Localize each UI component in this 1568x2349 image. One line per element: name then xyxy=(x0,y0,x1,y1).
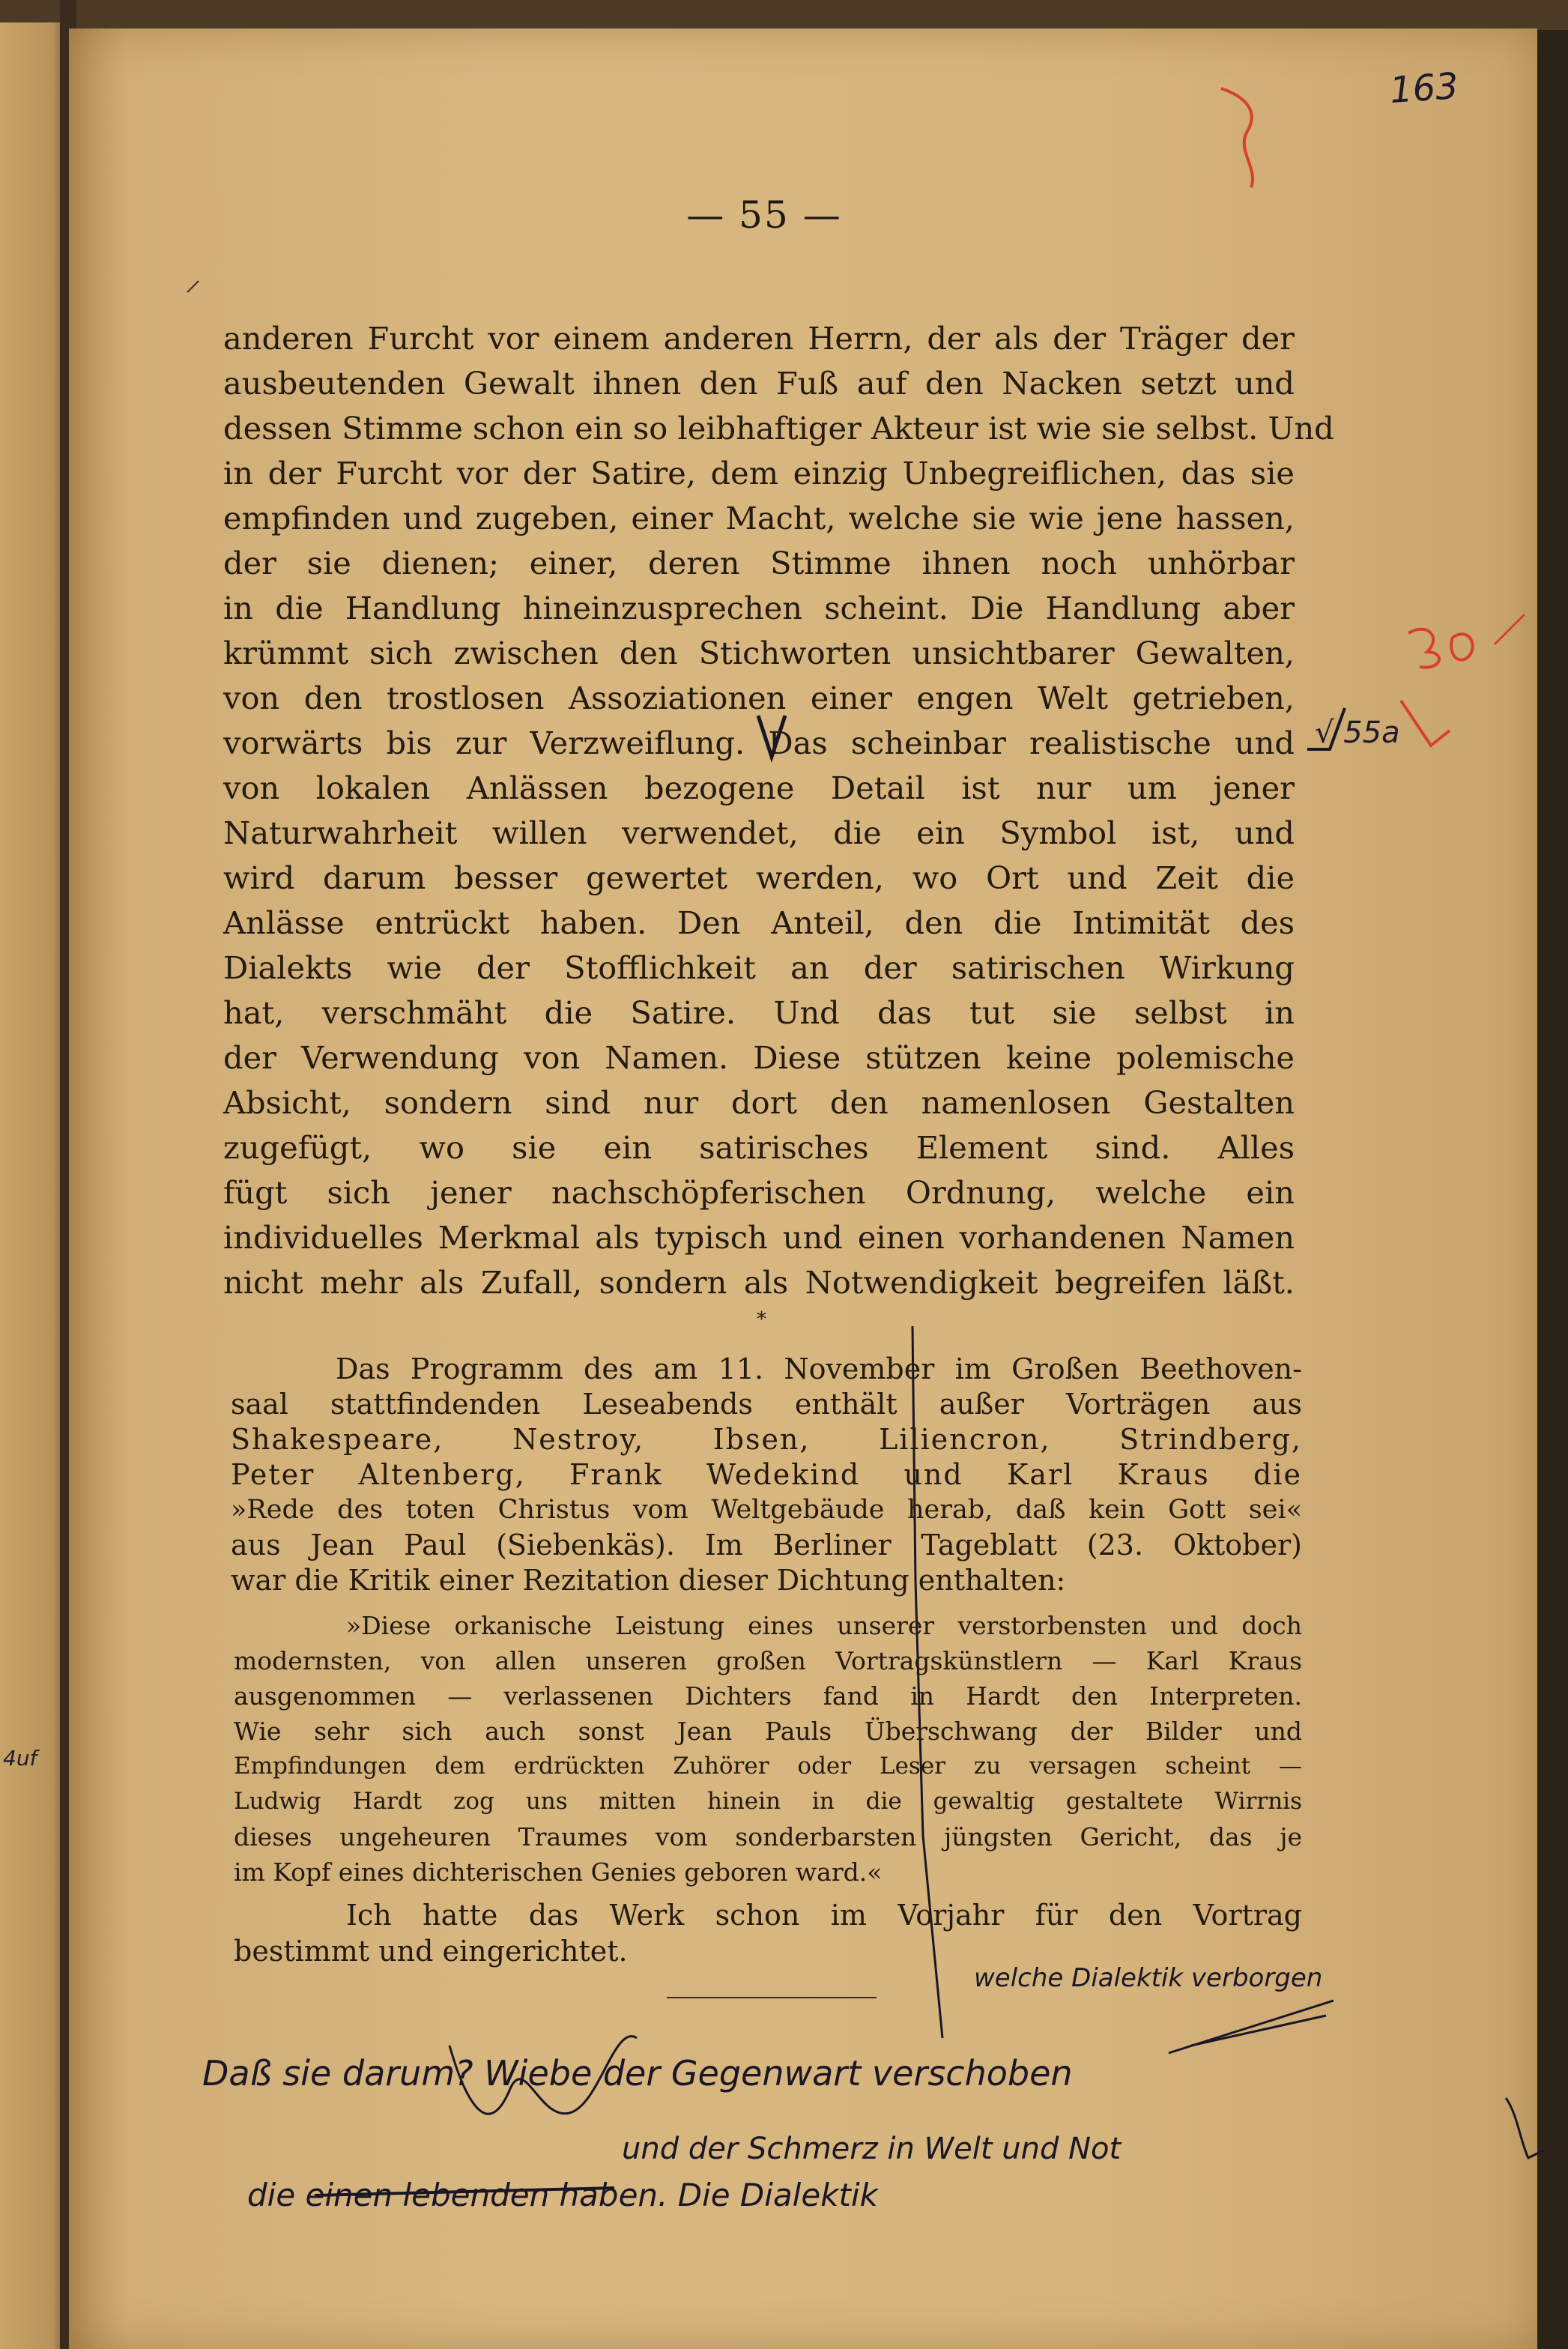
body-line: der sie dienen; einer, deren Stimme ihnen noch unhörbar xyxy=(223,545,1295,581)
notice-line: »Rede des toten Christus vom Weltgebäude herab, daß kein Gott sei« xyxy=(231,1495,1302,1525)
body-line: nicht mehr als Zufall, sondern als Notwendigkeit begreifen läßt. xyxy=(223,1264,1295,1301)
closing-line: Ich hatte das Werk schon im Vorjahr für den Vortrag xyxy=(346,1899,1302,1932)
end-rule xyxy=(667,1997,877,1998)
handwritten-line: welche Dialektik verborgen xyxy=(974,1963,1323,1993)
notice-line: Peter Altenberg, Frank Wedekind und Karl Kraus die xyxy=(231,1458,1302,1491)
body-line: in die Handlung hineinzusprechen scheint. Die Handlung aber xyxy=(223,590,1295,626)
body-line: fügt sich jener nachschöpferischen Ordnung, welche ein xyxy=(223,1174,1295,1211)
quote-line: ausgenommen — verlassenen Dichters fand in Hardt den Interpreten. xyxy=(234,1681,1302,1711)
section-separator: * xyxy=(757,1308,766,1331)
quote-line: im Kopf eines dichterischen Genies geboren ward.« xyxy=(234,1857,883,1887)
quote-line: dieses ungeheuren Traumes vom sonderbarsten jüngsten Gericht, das je xyxy=(234,1822,1302,1851)
left-margin-scribble: 4uf xyxy=(3,1746,37,1771)
quote-line: Empfindungen dem erdrückten Zuhörer oder Leser zu versagen scheint — xyxy=(234,1753,1302,1780)
page-number: — 55 — xyxy=(686,193,842,237)
body-line: zugefügt, wo sie ein satirisches Element sind. Alles xyxy=(223,1129,1295,1166)
quote-line: Ludwig Hardt zog uns mitten hinein in die gewaltig gestaltete Wirrnis xyxy=(234,1788,1302,1815)
handwritten-line: und der Schmerz in Welt und Not xyxy=(622,2132,1121,2166)
quote-line: modernsten, von allen unseren großen Vortragskünstlern — Karl Kraus xyxy=(234,1646,1302,1675)
body-line: wird darum besser gewertet werden, wo Ort und Zeit die xyxy=(223,859,1295,896)
body-line: dessen Stimme schon ein so leibhaftiger Akteur ist wie sie selbst. Und xyxy=(223,410,1334,447)
notice-line: aus Jean Paul (Siebenkäs). Im Berliner Tageblatt (23. Oktober) xyxy=(231,1529,1302,1562)
notice-line: Das Programm des am 11. November im Großen Beethoven- xyxy=(336,1352,1302,1385)
handwritten-line: die einen lebenden haben. Die Dialektik xyxy=(247,2177,878,2213)
body-line: krümmt sich zwischen den Stichworten unsichtbarer Gewalten, xyxy=(223,635,1295,671)
red-pencil-mark-top xyxy=(1221,88,1253,187)
body-line: Absicht, sondern sind nur dort den namenlosen Gestalten xyxy=(223,1084,1295,1121)
closing-paragraph xyxy=(234,1897,1302,1969)
notice-line: Shakespeare, Nestroy, Ibsen, Liliencron, Strindberg, xyxy=(231,1423,1302,1456)
body-line: vorwärts bis zur Verzweiflung. Das scheinbar realistische und xyxy=(223,725,1295,761)
body-line: in der Furcht vor der Satire, dem einzig Unbegreiflichen, das sie xyxy=(223,455,1295,492)
notice-line: war die Kritik einer Rezitation dieser Dichtung enthalten: xyxy=(231,1564,1066,1597)
body-line: hat, verschmäht die Satire. Und das tut sie selbst in xyxy=(223,994,1295,1031)
body-line: anderen Furcht vor einem anderen Herrn, der als der Träger der xyxy=(223,320,1295,357)
body-line: Naturwahrheit willen verwendet, die ein Symbol ist, und xyxy=(223,814,1295,851)
small-tick xyxy=(187,281,199,292)
body-line: individuelles Merkmal als typisch und einen vorhandenen Namen xyxy=(223,1219,1295,1256)
quote-line: Wie sehr sich auch sonst Jean Pauls Überschwang der Bilder und xyxy=(234,1717,1302,1746)
handwritten-line: Daß sie darum? Wiebe der Gegenwart verschoben xyxy=(202,2053,1073,2093)
body-line: Dialekts wie der Stofflichkeit an der satirischen Wirkung xyxy=(223,949,1295,986)
closing-line: bestimmt und eingerichtet. xyxy=(234,1935,628,1968)
margin-insertion-note: √ 55a xyxy=(1315,716,1400,750)
main-body-text xyxy=(223,316,1334,1305)
red-pencil-number xyxy=(1408,629,1473,668)
ink-bracket xyxy=(1506,2098,1543,2158)
archive-folio-number: 163 xyxy=(1388,64,1460,112)
program-notice xyxy=(231,1352,1302,1598)
body-line: empfinden und zugeben, einer Macht, welche sie wie jene hassen, xyxy=(223,500,1295,536)
body-line: Anlässe entrückt haben. Den Anteil, den die Intimität des xyxy=(223,904,1295,941)
press-quote xyxy=(234,1608,1302,1890)
ink-cross-stroke xyxy=(1169,2001,1334,2053)
notice-line: saal stattfindenden Leseabends enthält außer Vorträgen aus xyxy=(231,1388,1302,1421)
body-line: der Verwendung von Namen. Diese stützen keine polemische xyxy=(223,1039,1295,1076)
quote-line: »Diese orkanische Leistung eines unserer verstorbensten und doch xyxy=(346,1611,1302,1640)
body-line: ausbeutenden Gewalt ihnen den Fuß auf den Nacken setzt und xyxy=(223,365,1295,402)
red-pencil-dash xyxy=(1495,614,1525,644)
body-line: von den trostlosen Assoziationen einer engen Welt getrieben, xyxy=(223,680,1295,716)
body-line: von lokalen Anlässen bezogene Detail ist nur um jener xyxy=(223,770,1295,806)
red-pencil-tick xyxy=(1401,701,1450,746)
